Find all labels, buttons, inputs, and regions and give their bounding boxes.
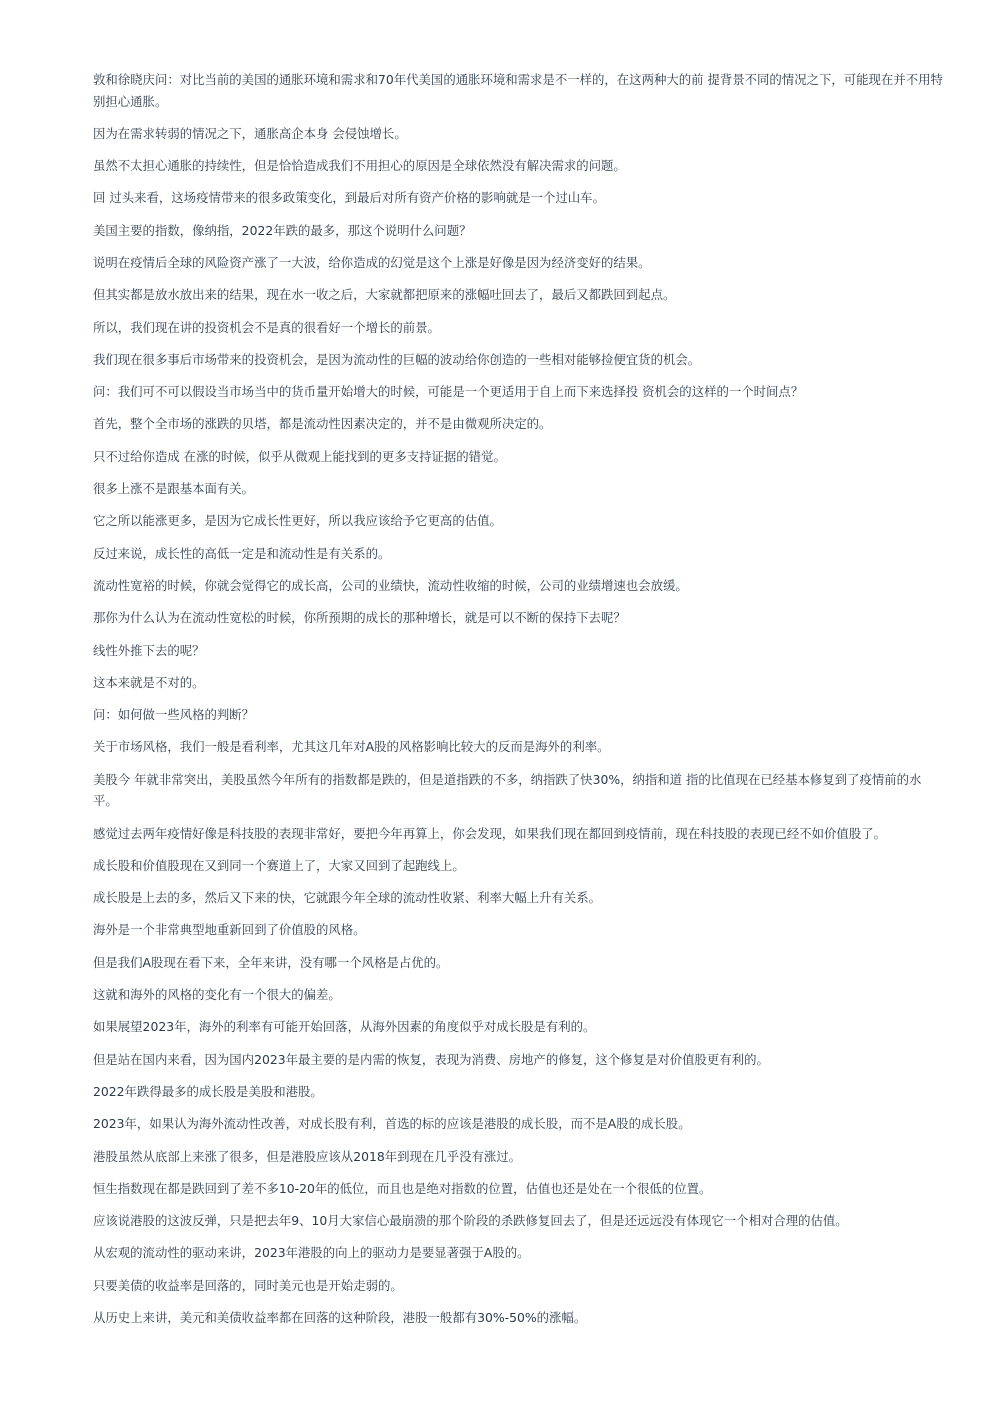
paragraph: 美股今 年就非常突出，美股虽然今年所有的指数都是跌的，但是道指跌的不多，纳指跌了快30%，纳指和道 指的比值现在已经基本修复到了疫情前的水平。 [93, 771, 922, 809]
paragraph: 敦和徐晓庆问：对比当前的美国的通胀环境和需求和70年代美国的通胀环境和需求是不一样的，在这两种大的前 提背景不同的情况之下，可能现在并不用特别担心通胀。 [93, 72, 943, 109]
paragraph: 海外是一个非常典型地重新回到了价值股的风格。 [93, 922, 366, 938]
paragraph: 很多上涨不是跟基本面有关。 [93, 481, 255, 497]
paragraph: 说明在疫情后全球的风险资产涨了一大波，给你造成的幻觉是这个上涨是好像是因为经济变好的结果。 [93, 254, 651, 270]
paragraph: 成长股是上去的多，然后又下来的快，它就跟今年全球的流动性收紧、利率大幅上升有关系。 [93, 890, 602, 906]
paragraph: 线性外推下去的呢？ [93, 642, 205, 658]
paragraph: 它之所以能涨更多，是因为它成长性更好，所以我应该给予它更高的估值。 [93, 513, 502, 529]
paragraph: 这就和海外的风格的变化有一个很大的偏差。 [93, 987, 341, 1003]
paragraph: 虽然不太担心通胀的持续性，但是恰恰造成我们不用担心的原因是全球依然没有解决需求的问题。 [93, 158, 626, 174]
paragraph: 如果展望2023年，海外的利率有可能开始回落，从海外因素的角度似乎对成长股是有利的。 [93, 1019, 596, 1035]
paragraph: 从宏观的流动性的驱动来讲，2023年港股的向上的驱动力是要显著强于A股的。 [93, 1245, 530, 1261]
paragraph: 从历史上来讲，美元和美债收益率都在回落的这种阶段，港股一般都有30%-50%的涨幅。 [93, 1309, 587, 1325]
document-body [93, 69, 943, 1339]
paragraph: 美国主要的指数，像纳指，2022年跌的最多，那这个说明什么问题？ [93, 222, 472, 238]
paragraph: 但其实都是放水放出来的结果，现在水一收之后，大家就都把原来的涨幅吐回去了，最后又都跌回到起点。 [93, 287, 676, 303]
paragraph: 恒生指数现在都是跌回到了差不多10-20年的低位，而且也是绝对指数的位置，估值也还是处在一个很低的位置。 [93, 1180, 712, 1196]
paragraph: 问：我们可不可以假设当市场当中的货币量开始增大的时候，可能是一个更适用于自上而下来选择投 资机会的这样的一个时间点？ [93, 384, 804, 400]
paragraph: 关于市场风格，我们一般是看利率，尤其这几年对A股的风格影响比较大的反而是海外的利率。 [93, 739, 610, 755]
paragraph: 应该说港股的这波反弹，只是把去年9、10月大家信心最崩溃的那个阶段的杀跌修复回去了，但是还远远没有体现它一个相对合理的估值。 [93, 1213, 848, 1229]
paragraph: 这本来就是不对的。 [93, 674, 205, 690]
paragraph: 只不过给你造成 在涨的时候，似乎从微观上能找到的更多支持证据的错觉。 [93, 448, 506, 464]
paragraph: 因为在需求转弱的情况之下，通胀高企本身 会侵蚀增长。 [93, 125, 407, 141]
paragraph: 港股虽然从底部上来涨了很多，但是港股应该从2018年到现在几乎没有涨过。 [93, 1148, 522, 1164]
paragraph: 但是我们A股现在看下来，全年来讲，没有哪一个风格是占优的。 [93, 954, 449, 970]
paragraph: 成长股和价值股现在又到同一个赛道上了，大家又回到了起跑线上。 [93, 857, 465, 873]
paragraph: 流动性宽裕的时候，你就会觉得它的成长高，公司的业绩快，流动性收缩的时候，公司的业绩增速也会放缓。 [93, 577, 688, 593]
paragraph: 2023年，如果认为海外流动性改善，对成长股有利，首选的标的应该是港股的成长股，而不是A股的成长股。 [93, 1116, 691, 1132]
paragraph: 只要美债的收益率是回落的，同时美元也是开始走弱的。 [93, 1277, 403, 1293]
paragraph: 回 过头来看，这场疫情带来的很多政策变化，到最后对所有资产价格的影响就是一个过山车。 [93, 190, 605, 206]
paragraph: 问：如何做一些风格的判断？ [93, 707, 255, 723]
paragraph: 反过来说，成长性的高低一定是和流动性是有关系的。 [93, 545, 391, 561]
paragraph: 所以，我们现在讲的投资机会不是真的很看好一个增长的前景。 [93, 319, 440, 335]
paragraph: 但是站在国内来看，因为国内2023年最主要的是内需的恢复，表现为消费、房地产的修复，这个修复是对价值股更有利的。 [93, 1051, 769, 1067]
paragraph: 2022年跌得最多的成长股是美股和港股。 [93, 1083, 323, 1099]
paragraph: 那你为什么认为在流动性宽松的时候，你所预期的成长的那种增长，就是可以不断的保持下去呢？ [93, 610, 626, 626]
paragraph: 我们现在很多事后市场带来的投资机会，是因为流动性的巨幅的波动给你创造的一些相对能够捡便宜货的机会。 [93, 351, 701, 367]
paragraph: 首先，整个全市场的涨跌的贝塔，都是流动性因素决定的，并不是由微观所决定的。 [93, 416, 552, 432]
paragraph: 感觉过去两年疫情好像是科技股的表现非常好，要把今年再算上，你会发现，如果我们现在都回到疫情前，现在科技股的表现已经不如价值股了。 [93, 825, 886, 841]
